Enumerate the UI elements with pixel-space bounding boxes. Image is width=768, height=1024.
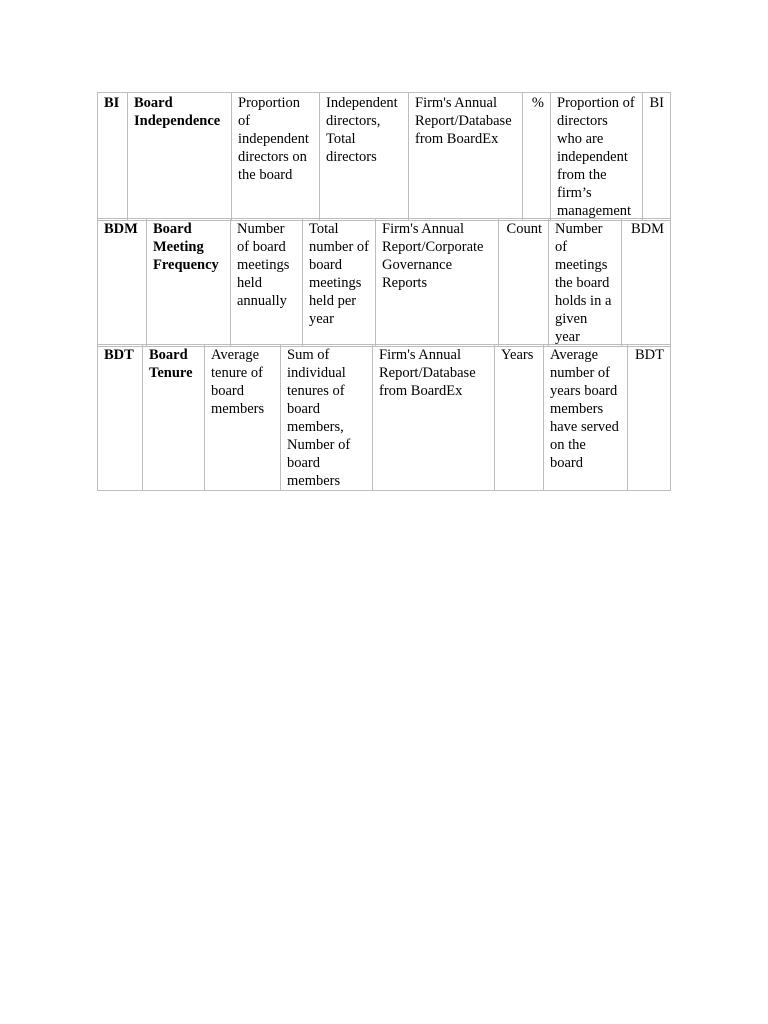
variable-source: Firm's Annual Report/Database from BoardEx [373,345,495,491]
variable-unit: % [523,93,551,221]
variable-definition: Proportion of independent directors on the board [232,93,320,221]
variable-definition: Average tenure of board members [205,345,281,491]
variable-name: Board Independence [128,93,232,221]
variable-unit: Years [495,345,544,491]
variable-unit: Count [499,219,549,347]
variable-description: Average number of years board members have served on the board [544,345,628,491]
variable-name: Board Tenure [143,345,205,491]
variable-definition: Number of board meetings held annually [231,219,303,347]
table-row [98,93,671,221]
variable-table-bi [97,92,671,221]
variable-table-bdt [97,344,671,491]
variable-abbreviation: BDT [628,345,671,491]
variable-abbreviation: BDM [622,219,671,347]
variable-code: BDT [98,345,143,491]
variable-code: BDM [98,219,147,347]
variable-name: Board Meeting Frequency [147,219,231,347]
variable-source: Firm's Annual Report/Corporate Governance Reports [376,219,499,347]
table-row [98,219,671,347]
variable-code: BI [98,93,128,221]
table-row [98,345,671,491]
variable-description: Number of meetings the board holds in a given year [549,219,622,347]
variable-abbreviation: BI [643,93,671,221]
variable-description: Proportion of directors who are independent from the firm’s management [551,93,643,221]
variable-components: Sum of individual tenures of board members, Number of board members [281,345,373,491]
variable-source: Firm's Annual Report/Database from BoardEx [409,93,523,221]
variable-components: Independent directors, Total directors [320,93,409,221]
variable-components: Total number of board meetings held per year [303,219,376,347]
variable-table-bdm [97,218,671,347]
